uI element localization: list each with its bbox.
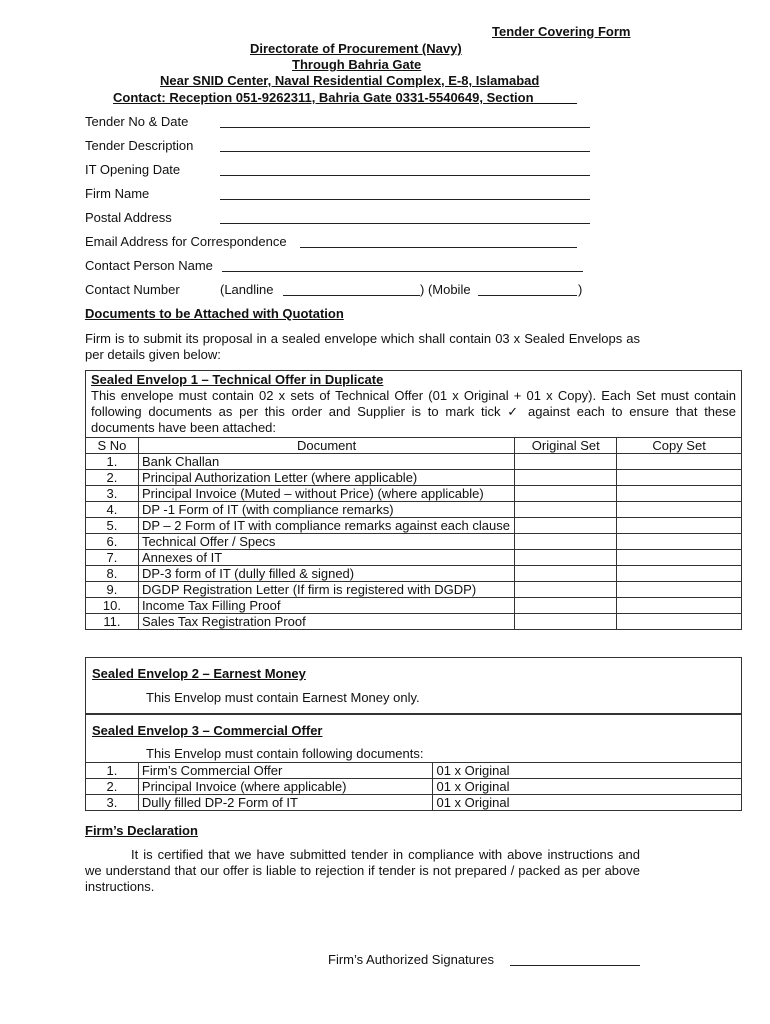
field-line-mobile[interactable] [478,295,577,296]
row-document: Principal Invoice (Muted – without Price) (where applicable) [138,486,514,502]
row-copy-checkbox[interactable] [617,486,742,502]
envelop1-row [86,534,742,550]
row-sno: 2. [86,779,139,795]
row-sno: 11. [86,614,139,630]
row-document: DGDP Registration Letter (If firm is registered with DGDP) [138,582,514,598]
field-line-firm-name[interactable] [220,199,590,200]
documents-intro: Firm is to submit its proposal in a sealed envelope which shall contain 03 x Sealed Envelops as per details given below: [85,331,640,362]
row-quantity: 01 x Original [433,763,742,779]
field-line-landline[interactable] [283,295,420,296]
row-document: Income Tax Filling Proof [138,598,514,614]
row-original-checkbox[interactable] [515,454,617,470]
field-label-contact-person: Contact Person Name [85,258,213,273]
row-copy-checkbox[interactable] [617,470,742,486]
row-quantity: 01 x Original [433,779,742,795]
field-label-mobile: ) (Mobile [420,282,471,297]
row-original-checkbox[interactable] [515,470,617,486]
row-sno: 3. [86,795,139,811]
row-document: Technical Offer / Specs [138,534,514,550]
field-label-contact-number: Contact Number [85,282,180,297]
envelop1-header-cell [86,371,742,438]
col-doc-header: Document [138,438,514,454]
row-sno: 6. [86,534,139,550]
row-original-checkbox[interactable] [515,566,617,582]
declaration-text: It is certified that we have submitted tender in compliance with above instructions and we understand that our offer is liable to rejection if tender is not prepared / packed as per above instructions. [85,847,640,894]
row-sno: 3. [86,486,139,502]
field-label-tender-desc: Tender Description [85,138,194,153]
header-line-1: Directorate of Procurement (Navy) [250,41,462,56]
row-quantity: 01 x Original [433,795,742,811]
row-copy-checkbox[interactable] [617,598,742,614]
envelop3-desc: This Envelop must contain following documents: [146,746,424,761]
row-copy-checkbox[interactable] [617,454,742,470]
col-orig-header: Original Set [515,438,617,454]
envelop2-desc: This Envelop must contain Earnest Money only. [146,690,420,705]
row-document: Sales Tax Registration Proof [138,614,514,630]
row-original-checkbox[interactable] [515,550,617,566]
row-sno: 2. [86,470,139,486]
envelop3-box [85,714,742,762]
row-document: DP-3 form of IT (dully filled & signed) [138,566,514,582]
row-copy-checkbox[interactable] [617,614,742,630]
envelop2-box [85,657,742,714]
row-document: Annexes of IT [138,550,514,566]
declaration-heading: Firm’s Declaration [85,823,198,838]
row-sno: 10. [86,598,139,614]
envelop1-desc: This envelope must contain 02 x sets of Technical Offer (01 x Original + 01 x Copy). Each Set must contain following documents as per this order and Supplier is to mark tick ✓ against each to ensure that these documents have been attached: [91,388,736,435]
documents-heading: Documents to be Attached with Quotation [85,306,344,321]
row-document: Bank Challan [138,454,514,470]
envelop1-row [86,614,742,630]
col-copy-header: Copy Set [617,438,742,454]
field-label-landline: (Landline [220,282,274,297]
field-line-email[interactable] [300,247,577,248]
row-copy-checkbox[interactable] [617,502,742,518]
field-line-postal[interactable] [220,223,590,224]
envelop3-table [85,762,742,811]
field-line-tender-no[interactable] [220,127,590,128]
envelop1-row [86,502,742,518]
row-copy-checkbox[interactable] [617,518,742,534]
row-sno: 7. [86,550,139,566]
envelop1-title: Sealed Envelop 1 – Technical Offer in Duplicate [91,372,384,387]
row-document: DP -1 Form of IT (with compliance remarks) [138,502,514,518]
envelop1-row [86,470,742,486]
row-original-checkbox[interactable] [515,598,617,614]
envelop1-row [86,550,742,566]
row-sno: 5. [86,518,139,534]
field-label-tender-no: Tender No & Date [85,114,189,129]
row-original-checkbox[interactable] [515,502,617,518]
field-line-contact-person[interactable] [222,271,583,272]
row-document: Principal Invoice (where applicable) [138,779,433,795]
row-document: DP – 2 Form of IT with compliance remarks against each clause [138,518,514,534]
row-original-checkbox[interactable] [515,486,617,502]
row-original-checkbox[interactable] [515,582,617,598]
field-line-it-opening[interactable] [220,175,590,176]
field-label-email: Email Address for Correspondence [85,234,287,249]
row-sno: 1. [86,763,139,779]
envelop1-row [86,582,742,598]
row-copy-checkbox[interactable] [617,566,742,582]
field-label-postal: Postal Address [85,210,172,225]
header-line-2: Through Bahria Gate [292,57,422,72]
row-copy-checkbox[interactable] [617,534,742,550]
envelop1-row [86,518,742,534]
row-copy-checkbox[interactable] [617,550,742,566]
form-title: Tender Covering Form [492,24,631,39]
envelop1-row [86,486,742,502]
envelop1-row [86,566,742,582]
field-line-tender-desc[interactable] [220,151,590,152]
envelop3-row [86,779,742,795]
row-sno: 9. [86,582,139,598]
envelop3-title: Sealed Envelop 3 – Commercial Offer [92,723,323,738]
field-close-paren: ) [578,282,583,297]
row-sno: 8. [86,566,139,582]
row-original-checkbox[interactable] [515,518,617,534]
row-original-checkbox[interactable] [515,614,617,630]
signature-line[interactable] [510,965,640,966]
row-sno: 1. [86,454,139,470]
envelop1-table [85,370,742,630]
field-label-firm-name: Firm Name [85,186,150,201]
header-line-3: Near SNID Center, Naval Residential Complex, E-8, Islamabad [160,73,540,88]
envelop3-row [86,763,742,779]
col-sno-header: S No [86,438,139,454]
row-copy-checkbox[interactable] [617,582,742,598]
header-line-4: Contact: Reception 051-9262311, Bahria Gate 0331-5540649, Section______ [113,90,577,105]
row-document: Principal Authorization Letter (where applicable) [138,470,514,486]
envelop1-row [86,598,742,614]
row-document: Firm’s Commercial Offer [138,763,433,779]
envelop3-row [86,795,742,811]
signature-label: Firm’s Authorized Signatures [328,952,494,967]
envelop2-title: Sealed Envelop 2 – Earnest Money [92,666,306,681]
envelop1-row [86,454,742,470]
field-label-it-opening: IT Opening Date [85,162,181,177]
row-document: Dully filled DP-2 Form of IT [138,795,433,811]
row-sno: 4. [86,502,139,518]
row-original-checkbox[interactable] [515,534,617,550]
